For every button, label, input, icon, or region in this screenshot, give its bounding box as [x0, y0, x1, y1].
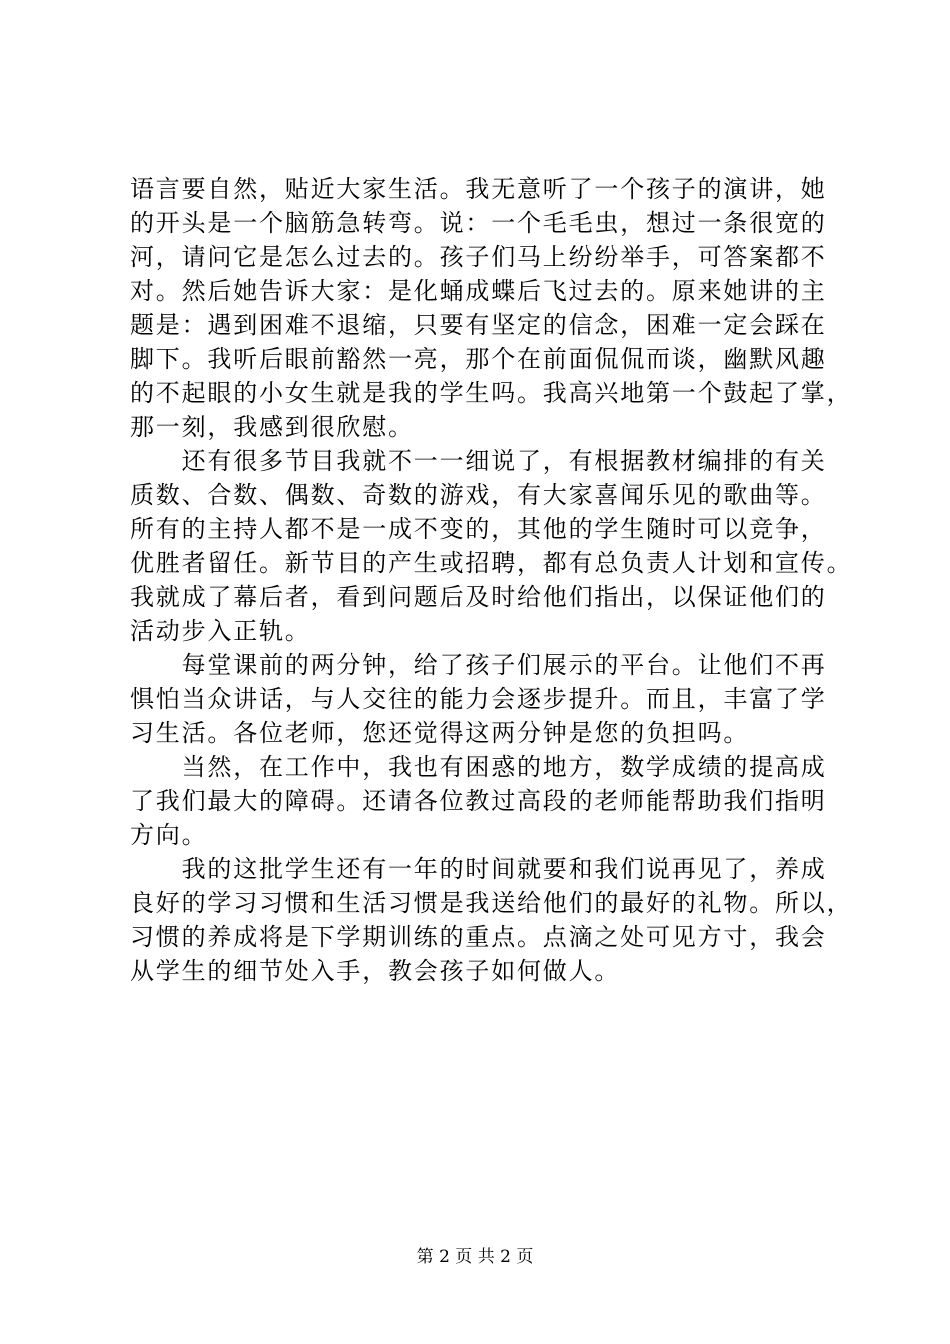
- text-line: 我的这批学生还有一年的时间就要和我们说再见了，养成: [130, 855, 827, 883]
- text-line: 质数、合数、偶数、奇数的游戏，有大家喜闻乐见的歌曲等。: [130, 481, 827, 509]
- text-line: 我就成了幕后者，看到问题后及时给他们指出，以保证他们的: [130, 583, 827, 611]
- page-number-footer: 第 2 页 共 2 页: [416, 1247, 534, 1267]
- text-line: 活动步入正轨。: [130, 617, 311, 645]
- text-line: 还有很多节目我就不一一细说了，有根据教材编排的有关: [130, 447, 827, 475]
- text-line: 惧怕当众讲话，与人交往的能力会逐步提升。而且，丰富了学: [130, 685, 827, 713]
- text-line: 良好的学习习惯和生活习惯是我送给他们的最好的礼物。所以，: [130, 889, 853, 917]
- text-line: 优胜者留任。新节目的产生或招聘，都有总负责人计划和宣传。: [130, 549, 853, 577]
- text-line: 了我们最大的障碍。还请各位教过高段的老师能帮助我们指明: [130, 787, 827, 815]
- text-line: 所有的主持人都不是一成不变的，其他的学生随时可以竞争，: [130, 515, 827, 543]
- text-line: 每堂课前的两分钟，给了孩子们展示的平台。让他们不再: [130, 651, 827, 679]
- text-line: 的不起眼的小女生就是我的学生吗。我高兴地第一个鼓起了掌，: [130, 379, 853, 407]
- text-line: 语言要自然，贴近大家生活。我无意听了一个孩子的演讲，她: [130, 175, 827, 203]
- text-line: 当然，在工作中，我也有困惑的地方，数学成绩的提高成: [130, 753, 827, 781]
- text-line: 脚下。我听后眼前豁然一亮，那个在前面侃侃而谈，幽默风趣: [130, 345, 827, 373]
- text-line: 对。然后她告诉大家：是化蛹成蝶后飞过去的。原来她讲的主: [130, 277, 827, 305]
- text-line: 从学生的细节处入手，教会孩子如何做人。: [130, 957, 621, 985]
- text-line: 的开头是一个脑筋急转弯。说：一个毛毛虫，想过一条很宽的: [130, 209, 827, 237]
- text-line: 习惯的养成将是下学期训练的重点。点滴之处可见方寸，我会: [130, 923, 827, 951]
- text-line: 题是：遇到困难不退缩，只要有坚定的信念，困难一定会踩在: [130, 311, 827, 339]
- text-line: 那一刻，我感到很欣慰。: [130, 413, 414, 441]
- body-text: [130, 172, 853, 988]
- text-line: 方向。: [130, 821, 208, 849]
- text-line: 河，请问它是怎么过去的。孩子们马上纷纷举手，可答案都不: [130, 243, 827, 271]
- text-line: 习生活。各位老师，您还觉得这两分钟是您的负担吗。: [130, 719, 750, 747]
